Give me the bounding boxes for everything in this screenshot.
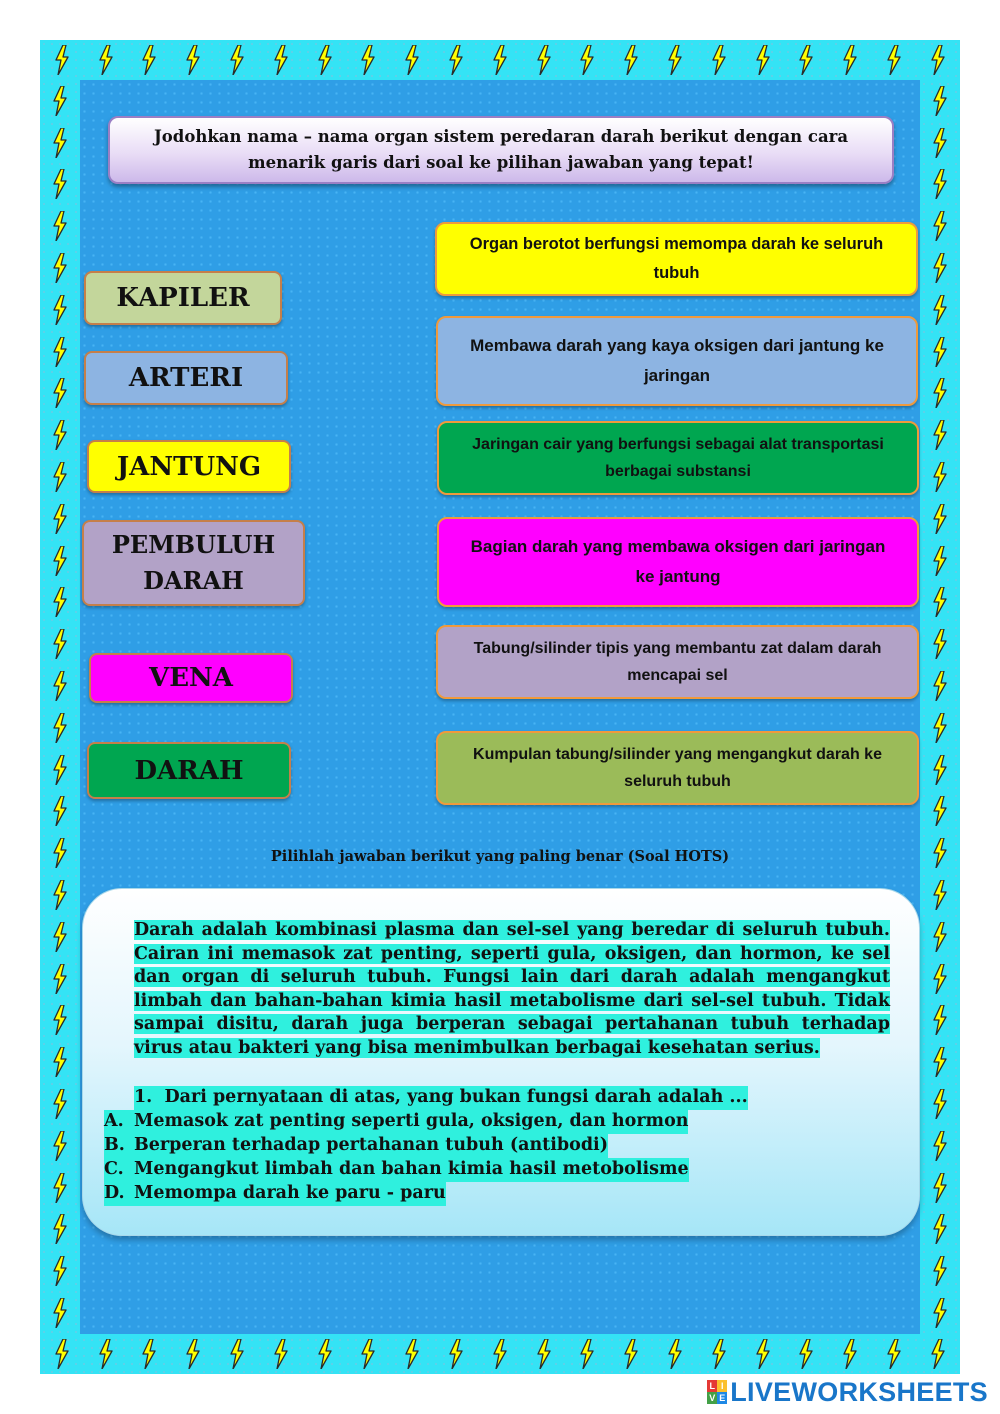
hots-title: Pilihlah jawaban berikut yang paling benar (Soal HOTS) [270,848,730,865]
lightning-icon [52,462,68,492]
lightning-icon [932,1173,948,1203]
lightning-icon [317,1339,333,1369]
term-label: JANTUNG [116,451,262,482]
badge-letter: I [717,1380,727,1392]
definition-4[interactable] [437,517,919,607]
lightning-icon [932,546,948,576]
lightning-icon [141,1339,157,1369]
definition-text: Membawa darah yang kaya oksigen dari jantung ke jaringan [470,336,884,385]
lightning-icon [448,45,464,75]
lightning-icon [52,671,68,701]
definition-6[interactable] [436,731,919,805]
lightning-icon [932,86,948,116]
lightning-icon [52,378,68,408]
lightning-icon [98,45,114,75]
liveworksheets-logo[interactable] [707,1374,988,1410]
lightning-icon [273,1339,289,1369]
lightning-icon [52,504,68,534]
definition-2[interactable] [436,316,918,406]
lightning-icon [52,1089,68,1119]
lightning-icon [932,504,948,534]
lightning-icon [755,45,771,75]
lightning-icon [52,1131,68,1161]
definition-text: Bagian darah yang membawa oksigen dari jaringan ke jantung [470,537,886,586]
term-label: KAPILER [116,283,250,313]
lightning-icon [842,45,858,75]
lightning-icon [185,45,201,75]
lightning-icon [52,880,68,910]
lightning-icon [930,1339,946,1369]
lightning-icon [932,880,948,910]
lightning-icon [932,169,948,199]
lightning-icon [492,1339,508,1369]
lightning-icon [886,45,902,75]
lightning-icon [98,1339,114,1369]
lightning-icon [932,1256,948,1286]
lightning-icon [932,462,948,492]
lightning-icon [360,45,376,75]
border-bottom [40,1334,960,1374]
lightning-icon [52,253,68,283]
border-top [40,40,960,80]
lightning-icon [52,1256,68,1286]
definition-3[interactable] [437,421,919,495]
lightning-icon [52,128,68,158]
lightning-icon [667,45,683,75]
lightning-icon [52,587,68,617]
option-c[interactable] [104,1158,689,1182]
option-letter: C. [104,1159,124,1179]
lightning-icon [711,1339,727,1369]
lightning-icon [932,1005,948,1035]
badge-letter: E [719,1393,726,1403]
definition-1[interactable] [435,222,918,296]
lightning-icon [54,45,70,75]
term-vena[interactable] [89,653,293,703]
term-darah[interactable] [87,742,291,799]
lightning-icon [623,45,639,75]
lightning-icon [886,1339,902,1369]
lightning-icon [798,45,814,75]
term-arteri[interactable] [84,351,288,405]
term-label: DARAH [134,755,244,786]
lightning-icon [54,1339,70,1369]
lightning-icon [932,378,948,408]
lightning-icon [317,45,333,75]
lightning-icon [52,420,68,450]
lightning-icon [52,755,68,785]
lightning-icon [932,587,948,617]
question-text: Dari pernyataan di atas, yang bukan fungsi darah adalah ... [164,1087,748,1107]
lightning-icon [932,295,948,325]
live-badge-icon [707,1380,727,1404]
lightning-icon [52,211,68,241]
lightning-icon [404,45,420,75]
definition-text: Jaringan cair yang berfungsi sebagai alat transportasi berbagai substansi [472,436,884,480]
reading-passage [134,919,890,1060]
instruction-box [108,116,894,184]
lightning-icon [798,1339,814,1369]
lightning-icon [842,1339,858,1369]
lightning-icon [52,1047,68,1077]
option-text: Memasok zat penting seperti gula, oksigen, dan hormon [134,1111,689,1131]
lightning-icon [932,964,948,994]
lightning-icon [52,838,68,868]
lightning-icon [932,796,948,826]
lightning-icon [932,1131,948,1161]
lightning-icon [52,964,68,994]
definition-text: Organ berotot berfungsi memompa darah ke seluruh tubuh [469,235,884,282]
lightning-icon [52,796,68,826]
option-letter: B. [104,1135,125,1155]
badge-letter: L [707,1380,717,1392]
option-text: Berperan terhadap pertahanan tubuh (antibodi) [134,1135,608,1155]
border-right [920,80,960,1334]
definition-5[interactable] [436,625,919,699]
lightning-icon [536,45,552,75]
term-label: VENA [149,663,233,693]
lightning-icon [52,1298,68,1328]
lightning-icon [52,86,68,116]
lightning-icon [579,45,595,75]
lightning-icon [141,45,157,75]
lightning-icon [932,211,948,241]
lightning-icon [52,922,68,952]
option-letter: D. [104,1183,125,1203]
border-left [40,80,80,1334]
option-text: Memompa darah ke paru - paru [134,1183,446,1203]
lightning-icon [52,295,68,325]
lightning-icon [932,1047,948,1077]
lightning-icon [52,1005,68,1035]
lightning-icon [932,922,948,952]
term-pembuluh-darah[interactable] [82,520,305,606]
lightning-icon [536,1339,552,1369]
lightning-icon [932,671,948,701]
lightning-icon [185,1339,201,1369]
lightning-icon [932,1214,948,1244]
option-letter: A. [104,1111,124,1131]
lightning-icon [404,1339,420,1369]
lightning-icon [52,1214,68,1244]
definition-text: Tabung/silinder tipis yang membantu zat dalam darah mencapai sel [473,640,882,684]
lightning-icon [932,629,948,659]
option-a[interactable] [104,1110,688,1134]
lightning-icon [932,838,948,868]
lightning-icon [930,45,946,75]
question-line [134,1086,748,1110]
term-kapiler[interactable] [84,271,282,325]
lightning-icon [52,169,68,199]
lightning-icon [932,337,948,367]
lightning-icon [448,1339,464,1369]
lightning-icon [492,45,508,75]
lightning-icon [360,1339,376,1369]
lightning-icon [229,45,245,75]
lightning-icon [932,1089,948,1119]
definition-text: Kumpulan tabung/silinder yang mengangkut darah ke seluruh tubuh [473,746,882,790]
lightning-icon [932,128,948,158]
option-d[interactable] [104,1182,446,1206]
question-number: 1. [134,1087,153,1107]
lightning-icon [932,253,948,283]
term-label: PEMBULUH DARAH [111,530,276,595]
lightning-icon [932,1298,948,1328]
lightning-icon [932,420,948,450]
lightning-icon [932,755,948,785]
passage-text: Darah adalah kombinasi plasma dan sel-sel yang beredar di seluruh tubuh. Cairan ini memasok zat penting, seperti gula, oksigen, dan hormon, ke sel dan organ di seluruh tubuh. Fungsi lain dari darah adalah mengangkut limbah dan bahan-bahan kimia hasil metabolisme dari sel-sel tubuh. Tidak sampai disitu, darah juga berperan sebagai pertahanan tubuh terhadap virus atau bakteri yang bisa menimbulkan berbagai kesehatan serius. [134,920,890,1058]
lightning-icon [667,1339,683,1369]
lightning-icon [52,629,68,659]
option-b[interactable] [104,1134,608,1158]
term-jantung[interactable] [87,440,291,493]
lightning-icon [711,45,727,75]
option-text: Mengangkut limbah dan bahan kimia hasil metobolisme [134,1159,689,1179]
lightning-icon [623,1339,639,1369]
lightning-icon [273,45,289,75]
lightning-icon [52,713,68,743]
instruction-text: Jodohkan nama – nama organ sistem peredaran darah berikut dengan cara menarik garis dari soal ke pilihan jawaban yang tepat! [153,127,849,172]
lightning-icon [229,1339,245,1369]
lightning-icon [52,337,68,367]
term-label: ARTERI [128,363,244,393]
lightning-icon [52,1173,68,1203]
lightning-icon [755,1339,771,1369]
badge-letter: V [709,1393,716,1403]
lightning-icon [52,546,68,576]
brand-text: LIVEWORKSHEETS [730,1376,988,1407]
lightning-icon [579,1339,595,1369]
lightning-icon [932,713,948,743]
